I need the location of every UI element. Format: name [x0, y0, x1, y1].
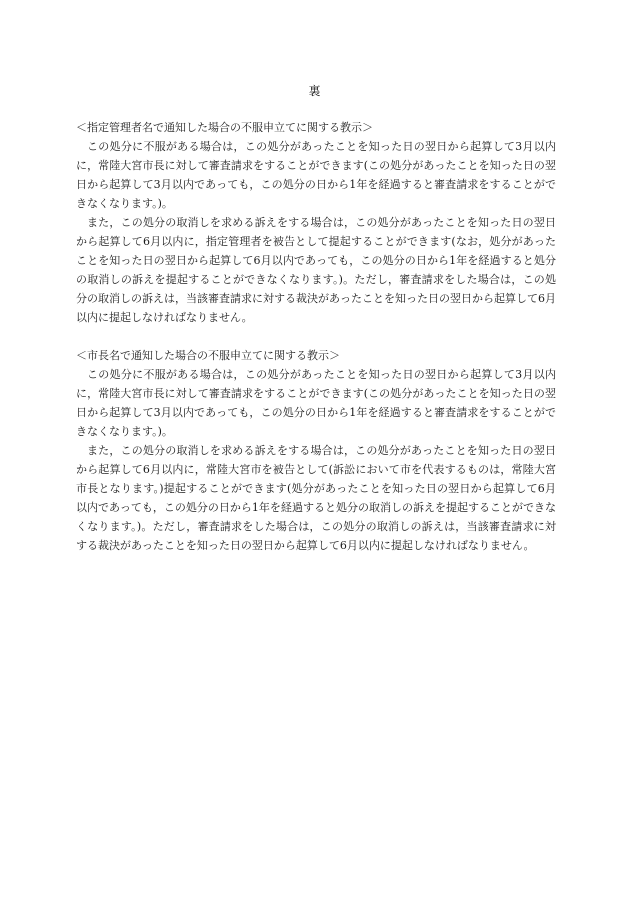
paragraph-review-request: この処分に不服がある場合は，この処分があったことを知った日の翌日から起算して3月以内に，常陸大宮市長に対して審査請求をすることができます(この処分があったことを知った日の翌日から起算して3月以内であっても，この処分の日から1年を経過すると審査請求をすることができなくなります。)。: [76, 368, 556, 438]
document-body: [76, 118, 556, 555]
section-title: ＜市長名で通知した場合の不服申立てに関する教示＞: [76, 349, 340, 362]
section-title: ＜指定管理者名で通知した場合の不服申立てに関する教示＞: [76, 121, 373, 134]
paragraph-revocation-suit: また，この処分の取消しを求める訴えをする場合は，この処分があったことを知った日の翌日から起算して6月以内に，常陸大宮市を被告として(訴訟において市を代表するものは，常陸大宮市長となります。)提起することができます(処分があったことを知った日の翌日から起算して6月以内であっても，この処分の日から1年を経過すると処分の取消しの訴えを提起することができなくなります。)。ただし，審査請求をした場合は，この処分の取消しの訴えは，当該審査請求に対する裁決があったことを知った日の翌日から起算して6月以内に提起しなければなりません。: [76, 444, 556, 552]
page-heading: 裏: [308, 84, 322, 98]
section-designated-manager-notice: [76, 118, 556, 327]
paragraph-review-request: この処分に不服がある場合は，この処分があったことを知った日の翌日から起算して3月以内に，常陸大宮市長に対して審査請求をすることができます(この処分があったことを知った日の翌日から起算して3月以内であっても，この処分の日から1年を経過すると審査請求をすることができなくなります。)。: [76, 140, 556, 210]
section-mayor-notice: [76, 346, 556, 555]
paragraph-revocation-suit: また，この処分の取消しを求める訴えをする場合は，この処分があったことを知った日の翌日から起算して6月以内に，指定管理者を被告として提起することができます(なお，処分があったことを知った日の翌日から起算して6月以内であっても，この処分の日から1年を経過すると処分の取消しの訴えを提起することができなくなります。)。ただし，審査請求をした場合は，この処分の取消しの訴えは，当該審査請求に対する裁決があったことを知った日の翌日から起算して6月以内に提起しなければなりません。: [76, 216, 556, 324]
